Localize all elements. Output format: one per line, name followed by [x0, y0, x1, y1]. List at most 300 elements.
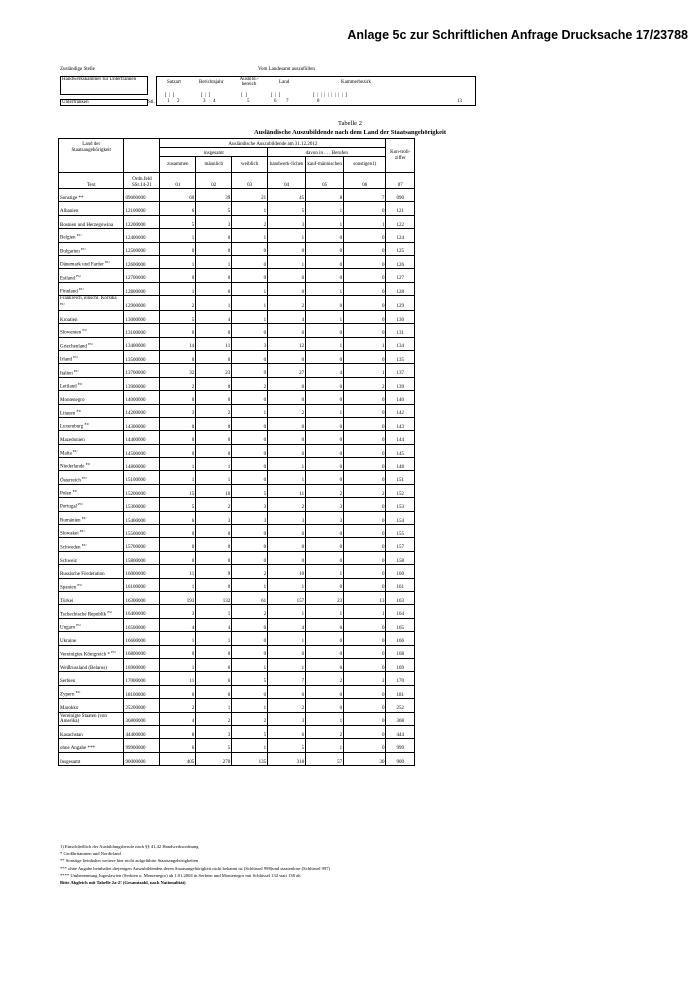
value-cell: 0 — [306, 645, 344, 658]
eu-marker: EU — [73, 355, 78, 360]
value-cell: 1 — [306, 215, 344, 228]
country-name — [59, 565, 124, 578]
table-row — [59, 202, 415, 215]
value-cell: 1 — [268, 458, 306, 471]
kontrollziffer-cell: 140 — [386, 391, 415, 404]
table-row — [59, 229, 415, 242]
value-cell: 0 — [344, 658, 386, 671]
country-name — [59, 377, 124, 390]
value-cell: 0 — [306, 431, 344, 444]
country-code: 14400000 — [124, 431, 160, 444]
stelle-8: 8 — [317, 99, 320, 104]
value-cell: 0 — [344, 511, 386, 524]
country-name — [59, 551, 124, 564]
value-cell: 0 — [306, 618, 344, 631]
stl-label: Stl. — [148, 100, 155, 105]
kontrollziffer-cell: 157 — [386, 538, 415, 551]
value-cell: 0 — [306, 658, 344, 671]
eu-marker: EU — [81, 515, 87, 520]
value-cell: 0 — [160, 417, 196, 430]
value-cell: 0 — [306, 324, 344, 337]
value-cell: 0 — [268, 551, 306, 564]
value-cell: 3 — [306, 498, 344, 511]
country-name — [59, 337, 124, 350]
value-cell: 0 — [160, 645, 196, 658]
table-row — [59, 255, 415, 268]
value-cell: 0 — [344, 269, 386, 282]
country-name — [59, 296, 124, 311]
value-cell: 2 — [160, 377, 196, 390]
kontrollziffer-cell: 166 — [386, 632, 415, 645]
country-code: 18100000 — [124, 685, 160, 698]
value-cell: 2 — [232, 605, 268, 618]
header-sonstigen: sonstigen1) — [344, 157, 386, 173]
data-table — [58, 138, 415, 766]
country-code: 44400000 — [124, 725, 160, 738]
value-cell: 4 — [268, 618, 306, 631]
value-cell: 0 — [196, 242, 232, 255]
table-row — [59, 658, 415, 671]
country-name — [59, 605, 124, 618]
value-cell: 1 — [160, 632, 196, 645]
value-cell: 2 — [268, 498, 306, 511]
value-cell: 0 — [344, 618, 386, 631]
value-cell: 0 — [196, 525, 232, 538]
country-code: 17000000 — [124, 672, 160, 685]
value-cell: 60 — [160, 189, 196, 202]
value-cell: 0 — [344, 391, 386, 404]
country-code: 16400000 — [124, 605, 160, 618]
table-row — [59, 699, 415, 712]
country-label: Bulgarien — [60, 249, 80, 255]
value-cell: 0 — [344, 739, 386, 752]
value-cell: 4 — [268, 310, 306, 323]
table-row — [59, 296, 415, 311]
country-code: 12800000 — [124, 282, 160, 295]
value-cell: 21 — [232, 189, 268, 202]
value-cell: 5 — [232, 484, 268, 497]
value-cell: 1 — [306, 565, 344, 578]
value-cell: 3 — [196, 215, 232, 228]
value-cell: 6 — [196, 672, 232, 685]
header-stichtag: Ausländische Auszubildende am 31.12.2012 — [160, 139, 386, 148]
country-name — [59, 511, 124, 524]
value-cell: 0 — [232, 632, 268, 645]
eu-marker: EU — [72, 448, 78, 453]
value-cell: 1 — [268, 229, 306, 242]
country-code: 15800000 — [124, 551, 160, 564]
value-cell: 0 — [268, 324, 306, 337]
table-row — [59, 269, 415, 282]
value-cell: 2 — [196, 498, 232, 511]
country-label: Rumänien — [60, 518, 81, 524]
value-cell: 3 — [196, 725, 232, 738]
footnote-3: ** Sonstige beinhaltet weitere hier nicht aufgeführte Staatsangehörigkeiten — [60, 858, 199, 864]
country-label: Lettland — [60, 384, 77, 390]
country-code: 13700000 — [124, 364, 160, 377]
value-cell: 0 — [306, 242, 344, 255]
country-name — [59, 282, 124, 295]
value-cell: 1 — [306, 712, 344, 725]
landesamt-label: Vom Landesamt auszufüllen — [258, 67, 315, 72]
header-land-cell — [59, 139, 124, 157]
table-row — [59, 391, 415, 404]
value-cell: 0 — [232, 324, 268, 337]
country-label: Spanien — [60, 585, 77, 591]
country-label: Ukraine — [60, 639, 77, 645]
stelle-1: 1 — [167, 99, 170, 104]
value-cell: 3 — [268, 511, 306, 524]
handwerkskammer-box: Handwerkskammer für Unterfranken — [60, 76, 148, 95]
table-row — [59, 364, 415, 377]
value-cell: 1 — [344, 605, 386, 618]
value-cell: 5 — [232, 725, 268, 738]
value-cell: 2 — [306, 725, 344, 738]
value-cell: 0 — [344, 444, 386, 457]
eu-marker: EU — [111, 649, 116, 654]
value-cell: 1 — [160, 282, 196, 295]
value-cell: 2 — [268, 699, 306, 712]
country-label: Albanien — [60, 209, 79, 215]
table-row — [59, 672, 415, 685]
value-cell: 0 — [232, 471, 268, 484]
country-code: 16800000 — [124, 645, 160, 658]
country-label: Türkei — [60, 598, 74, 604]
stelle-2: 2 — [177, 99, 180, 104]
value-cell: 0 — [232, 618, 268, 631]
value-cell: 0 — [232, 242, 268, 255]
value-cell: 0 — [196, 391, 232, 404]
kontrollziffer-cell: 160 — [386, 565, 415, 578]
country-code: 12200000 — [124, 215, 160, 228]
kontrollziffer-cell: 127 — [386, 269, 415, 282]
value-cell: 0 — [306, 685, 344, 698]
value-cell: 1 — [160, 255, 196, 268]
country-label: Kasachstan — [60, 732, 83, 738]
value-cell: 23 — [306, 591, 344, 604]
table-row — [59, 458, 415, 471]
value-cell: 4 — [160, 618, 196, 631]
value-cell: 1 — [232, 229, 268, 242]
value-cell: 0 — [268, 538, 306, 551]
table-row — [59, 498, 415, 511]
value-cell: 0 — [268, 350, 306, 363]
table-row — [59, 739, 415, 752]
value-cell: 0 — [306, 471, 344, 484]
country-name — [59, 498, 124, 511]
eu-marker: EU — [77, 582, 83, 587]
country-code: 09000000 — [124, 189, 160, 202]
value-cell: 0 — [160, 444, 196, 457]
colnum-02: 02 — [196, 173, 232, 189]
value-cell: 1 — [160, 471, 196, 484]
kontrollziffer-cell: 152 — [386, 484, 415, 497]
colnum-03: 03 — [232, 173, 268, 189]
value-cell: 0 — [160, 685, 196, 698]
colnum-01: 01 — [160, 173, 196, 189]
value-cell: 10 — [268, 565, 306, 578]
kontrollziffer-cell: 151 — [386, 471, 415, 484]
land-label: Land — [279, 80, 290, 85]
value-cell: 0 — [160, 350, 196, 363]
country-code: 25200000 — [124, 699, 160, 712]
value-cell: 3 — [268, 712, 306, 725]
country-code: 36800000 — [124, 712, 160, 725]
value-cell: 0 — [344, 699, 386, 712]
kontrollziffer-cell: 999 — [386, 739, 415, 752]
value-cell: 2 — [268, 296, 306, 311]
value-cell: 0 — [232, 269, 268, 282]
value-cell: 10 — [196, 484, 232, 497]
value-cell: 0 — [306, 458, 344, 471]
header-sst: SSt.14-21 — [132, 182, 152, 188]
country-code: 15700000 — [124, 538, 160, 551]
value-cell: 0 — [344, 525, 386, 538]
table-row — [59, 189, 415, 202]
value-cell: 318 — [268, 752, 306, 765]
value-cell: 0 — [306, 350, 344, 363]
value-cell: 2 — [268, 404, 306, 417]
value-cell: 0 — [344, 471, 386, 484]
country-name — [59, 350, 124, 363]
value-cell: 1 — [196, 458, 232, 471]
value-cell: 0 — [196, 685, 232, 698]
value-cell: 0 — [196, 282, 232, 295]
eu-marker: EU — [105, 260, 110, 265]
value-cell: 0 — [306, 377, 344, 390]
value-cell: 6 — [160, 739, 196, 752]
country-name — [59, 444, 124, 457]
header-empty-b — [124, 157, 160, 173]
value-cell: 3 — [232, 337, 268, 350]
footnote-6: Bitte Abgleich mit Tabelle 2a-2! (Gesamtzahl, nach Nationalität) — [60, 880, 186, 886]
kammerbezirk-label: Kammerbezirk — [341, 80, 371, 85]
value-cell: 1 — [196, 471, 232, 484]
header-text: Text — [59, 173, 124, 189]
country-name — [59, 739, 124, 752]
country-name — [59, 404, 124, 417]
value-cell: 1 — [232, 282, 268, 295]
value-cell: 3 — [306, 511, 344, 524]
value-cell: 2 — [232, 712, 268, 725]
value-cell: 0 — [232, 350, 268, 363]
eu-marker: EU — [107, 609, 113, 614]
kontrollziffer-cell: 165 — [386, 618, 415, 631]
value-cell: 0 — [268, 645, 306, 658]
header-maennlich: männlich — [196, 157, 232, 173]
value-cell: 5 — [160, 498, 196, 511]
kontrollziffer-cell: 134 — [386, 337, 415, 350]
value-cell: 2 — [306, 484, 344, 497]
value-cell: 1 — [268, 632, 306, 645]
country-label: Estland — [60, 276, 75, 282]
kontrollziffer-cell: 158 — [386, 551, 415, 564]
value-cell: 0 — [344, 431, 386, 444]
kontrollziffer-cell: 125 — [386, 242, 415, 255]
kontrollziffer-cell: 135 — [386, 350, 415, 363]
country-name — [59, 752, 124, 765]
country-label: Ungarn — [60, 625, 75, 631]
header-kaufmaennischen: kauf-männischen — [306, 157, 344, 173]
value-cell: 0 — [344, 551, 386, 564]
stelle-13: 13 — [457, 99, 462, 104]
value-cell: 6 — [268, 725, 306, 738]
value-cell: 0 — [268, 444, 306, 457]
colnum-06: 06 — [344, 173, 386, 189]
value-cell: 1 — [196, 699, 232, 712]
value-cell: 11 — [160, 565, 196, 578]
value-cell: 3 — [160, 605, 196, 618]
kontrollziffer-cell: 131 — [386, 324, 415, 337]
value-cell: 1 — [306, 337, 344, 350]
value-cell: 0 — [344, 296, 386, 311]
country-code: 15200000 — [124, 484, 160, 497]
table-row — [59, 444, 415, 457]
value-cell: 0 — [268, 242, 306, 255]
value-cell: 1 — [268, 255, 306, 268]
eu-marker: EU — [88, 341, 93, 346]
country-label: Polen — [60, 491, 72, 497]
value-cell: 0 — [344, 578, 386, 591]
value-cell: 15 — [160, 484, 196, 497]
header-handwerklichen: handwerk-lichen — [268, 157, 306, 173]
eu-marker: EU — [84, 422, 90, 427]
country-label: Österreich — [60, 478, 81, 484]
country-code: 14300000 — [124, 417, 160, 430]
value-cell: 32 — [160, 364, 196, 377]
kontrollziffer-cell: 154 — [386, 511, 415, 524]
stelle-6: 6 — [274, 99, 277, 104]
header-staatsangehoerigkeit: Staatsangehörigkeit — [71, 147, 111, 153]
value-cell: 7 — [344, 189, 386, 202]
value-cell: 0 — [344, 310, 386, 323]
country-code: 12900000 — [124, 296, 160, 311]
value-cell: 0 — [344, 229, 386, 242]
country-label: Slowakei — [60, 531, 79, 537]
kontrollziffer-cell: 130 — [386, 310, 415, 323]
kontrollziffer-cell: 090 — [386, 189, 415, 202]
footnotes — [60, 843, 330, 886]
value-cell: 3 — [232, 498, 268, 511]
table-row — [59, 712, 415, 725]
value-cell: 0 — [232, 685, 268, 698]
country-code: 13900000 — [124, 377, 160, 390]
value-cell: 11 — [196, 337, 232, 350]
value-cell: 1 — [232, 404, 268, 417]
value-cell: 5 — [232, 672, 268, 685]
country-code: 14200000 — [124, 404, 160, 417]
kontrollziffer-cell: 900 — [386, 752, 415, 765]
value-cell: 0 — [306, 391, 344, 404]
footnote-4: *** ohne Angabe beinhaltet diejenigen Auszubildenden deren Staatsangehörigkeit nicht bekannt ist (Schlüssel 998)und staatenlose (Schlüssel 997) — [60, 865, 331, 871]
country-label: Marokko — [60, 706, 79, 711]
value-cell: 0 — [160, 525, 196, 538]
country-label: Kroatien — [60, 317, 78, 323]
value-cell: 1 — [196, 632, 232, 645]
country-code: 16000000 — [124, 565, 160, 578]
kontrollziffer-cell: 129 — [386, 296, 415, 311]
table-row — [59, 752, 415, 765]
value-cell: 5 — [268, 202, 306, 215]
value-cell: 1 — [196, 255, 232, 268]
value-cell: 0 — [196, 229, 232, 242]
value-cell: 1 — [160, 578, 196, 591]
header-blank-cell — [124, 139, 160, 157]
value-cell: 2 — [196, 404, 232, 417]
country-name — [59, 672, 124, 685]
value-cell: 1 — [232, 739, 268, 752]
country-code: 12700000 — [124, 269, 160, 282]
value-cell: 1 — [268, 471, 306, 484]
value-cell: 2 — [160, 699, 196, 712]
value-cell: 5 — [268, 739, 306, 752]
value-cell: 0 — [232, 525, 268, 538]
country-label: Litauen — [60, 411, 76, 417]
value-cell: 0 — [196, 538, 232, 551]
value-cell: 0 — [160, 431, 196, 444]
country-name — [59, 324, 124, 337]
value-cell: 0 — [306, 229, 344, 242]
country-code: 15400000 — [124, 511, 160, 524]
value-cell: 0 — [232, 431, 268, 444]
stelle-5: 5 — [247, 99, 250, 104]
country-code: 14500000 — [124, 444, 160, 457]
value-cell: 0 — [344, 712, 386, 725]
value-cell: 1 — [344, 215, 386, 228]
table-row — [59, 591, 415, 604]
value-cell: 9 — [232, 364, 268, 377]
value-cell: 61 — [232, 591, 268, 604]
value-cell: 1 — [268, 578, 306, 591]
landesamt-box: Satzart Berichtsjahr Ausbild.-bereich Land Kammerbezirk [ | ] [ | ] [ ] [ | ] [ | | | | | | | | ] 1 2 3 4 5 6 7 8 13 — [156, 76, 476, 106]
kontrollziffer-cell: 148 — [386, 458, 415, 471]
value-cell: 0 — [344, 725, 386, 738]
kontrollziffer-cell: 122 — [386, 215, 415, 228]
country-code: 16300000 — [124, 591, 160, 604]
table-row — [59, 431, 415, 444]
table-row — [59, 350, 415, 363]
eu-marker: EU — [78, 502, 83, 507]
header-ordnfeld: Ordn.feld — [132, 177, 152, 182]
country-label: Bosnien und Herzegowina — [60, 222, 114, 228]
value-cell: 1 — [344, 337, 386, 350]
value-cell: 1 — [232, 699, 268, 712]
header-empty-a — [59, 157, 124, 173]
header-insgesamt: insgesamt — [160, 148, 268, 157]
value-cell: 0 — [268, 431, 306, 444]
value-cell: 1 — [306, 404, 344, 417]
value-cell: 0 — [306, 269, 344, 282]
table-row — [59, 605, 415, 618]
table-row — [59, 565, 415, 578]
value-cell: 1 — [232, 658, 268, 671]
value-cell: 0 — [268, 685, 306, 698]
eu-marker: EU — [82, 328, 88, 333]
value-cell: 132 — [196, 591, 232, 604]
table-row — [59, 404, 415, 417]
table-row — [59, 725, 415, 738]
country-label: Schweiz — [60, 558, 77, 564]
value-cell: 0 — [160, 391, 196, 404]
kontrollziffer-cell: 144 — [386, 431, 415, 444]
kontrollziffer-cell: 142 — [386, 404, 415, 417]
country-name — [59, 458, 124, 471]
table-row — [59, 324, 415, 337]
footnote-1: 1) Einschließlich der Ausbildungsberufe nach §§ 41,42 Handwerksordnung — [60, 844, 199, 849]
country-name — [59, 391, 124, 404]
table-row — [59, 618, 415, 631]
value-cell: 0 — [306, 578, 344, 591]
